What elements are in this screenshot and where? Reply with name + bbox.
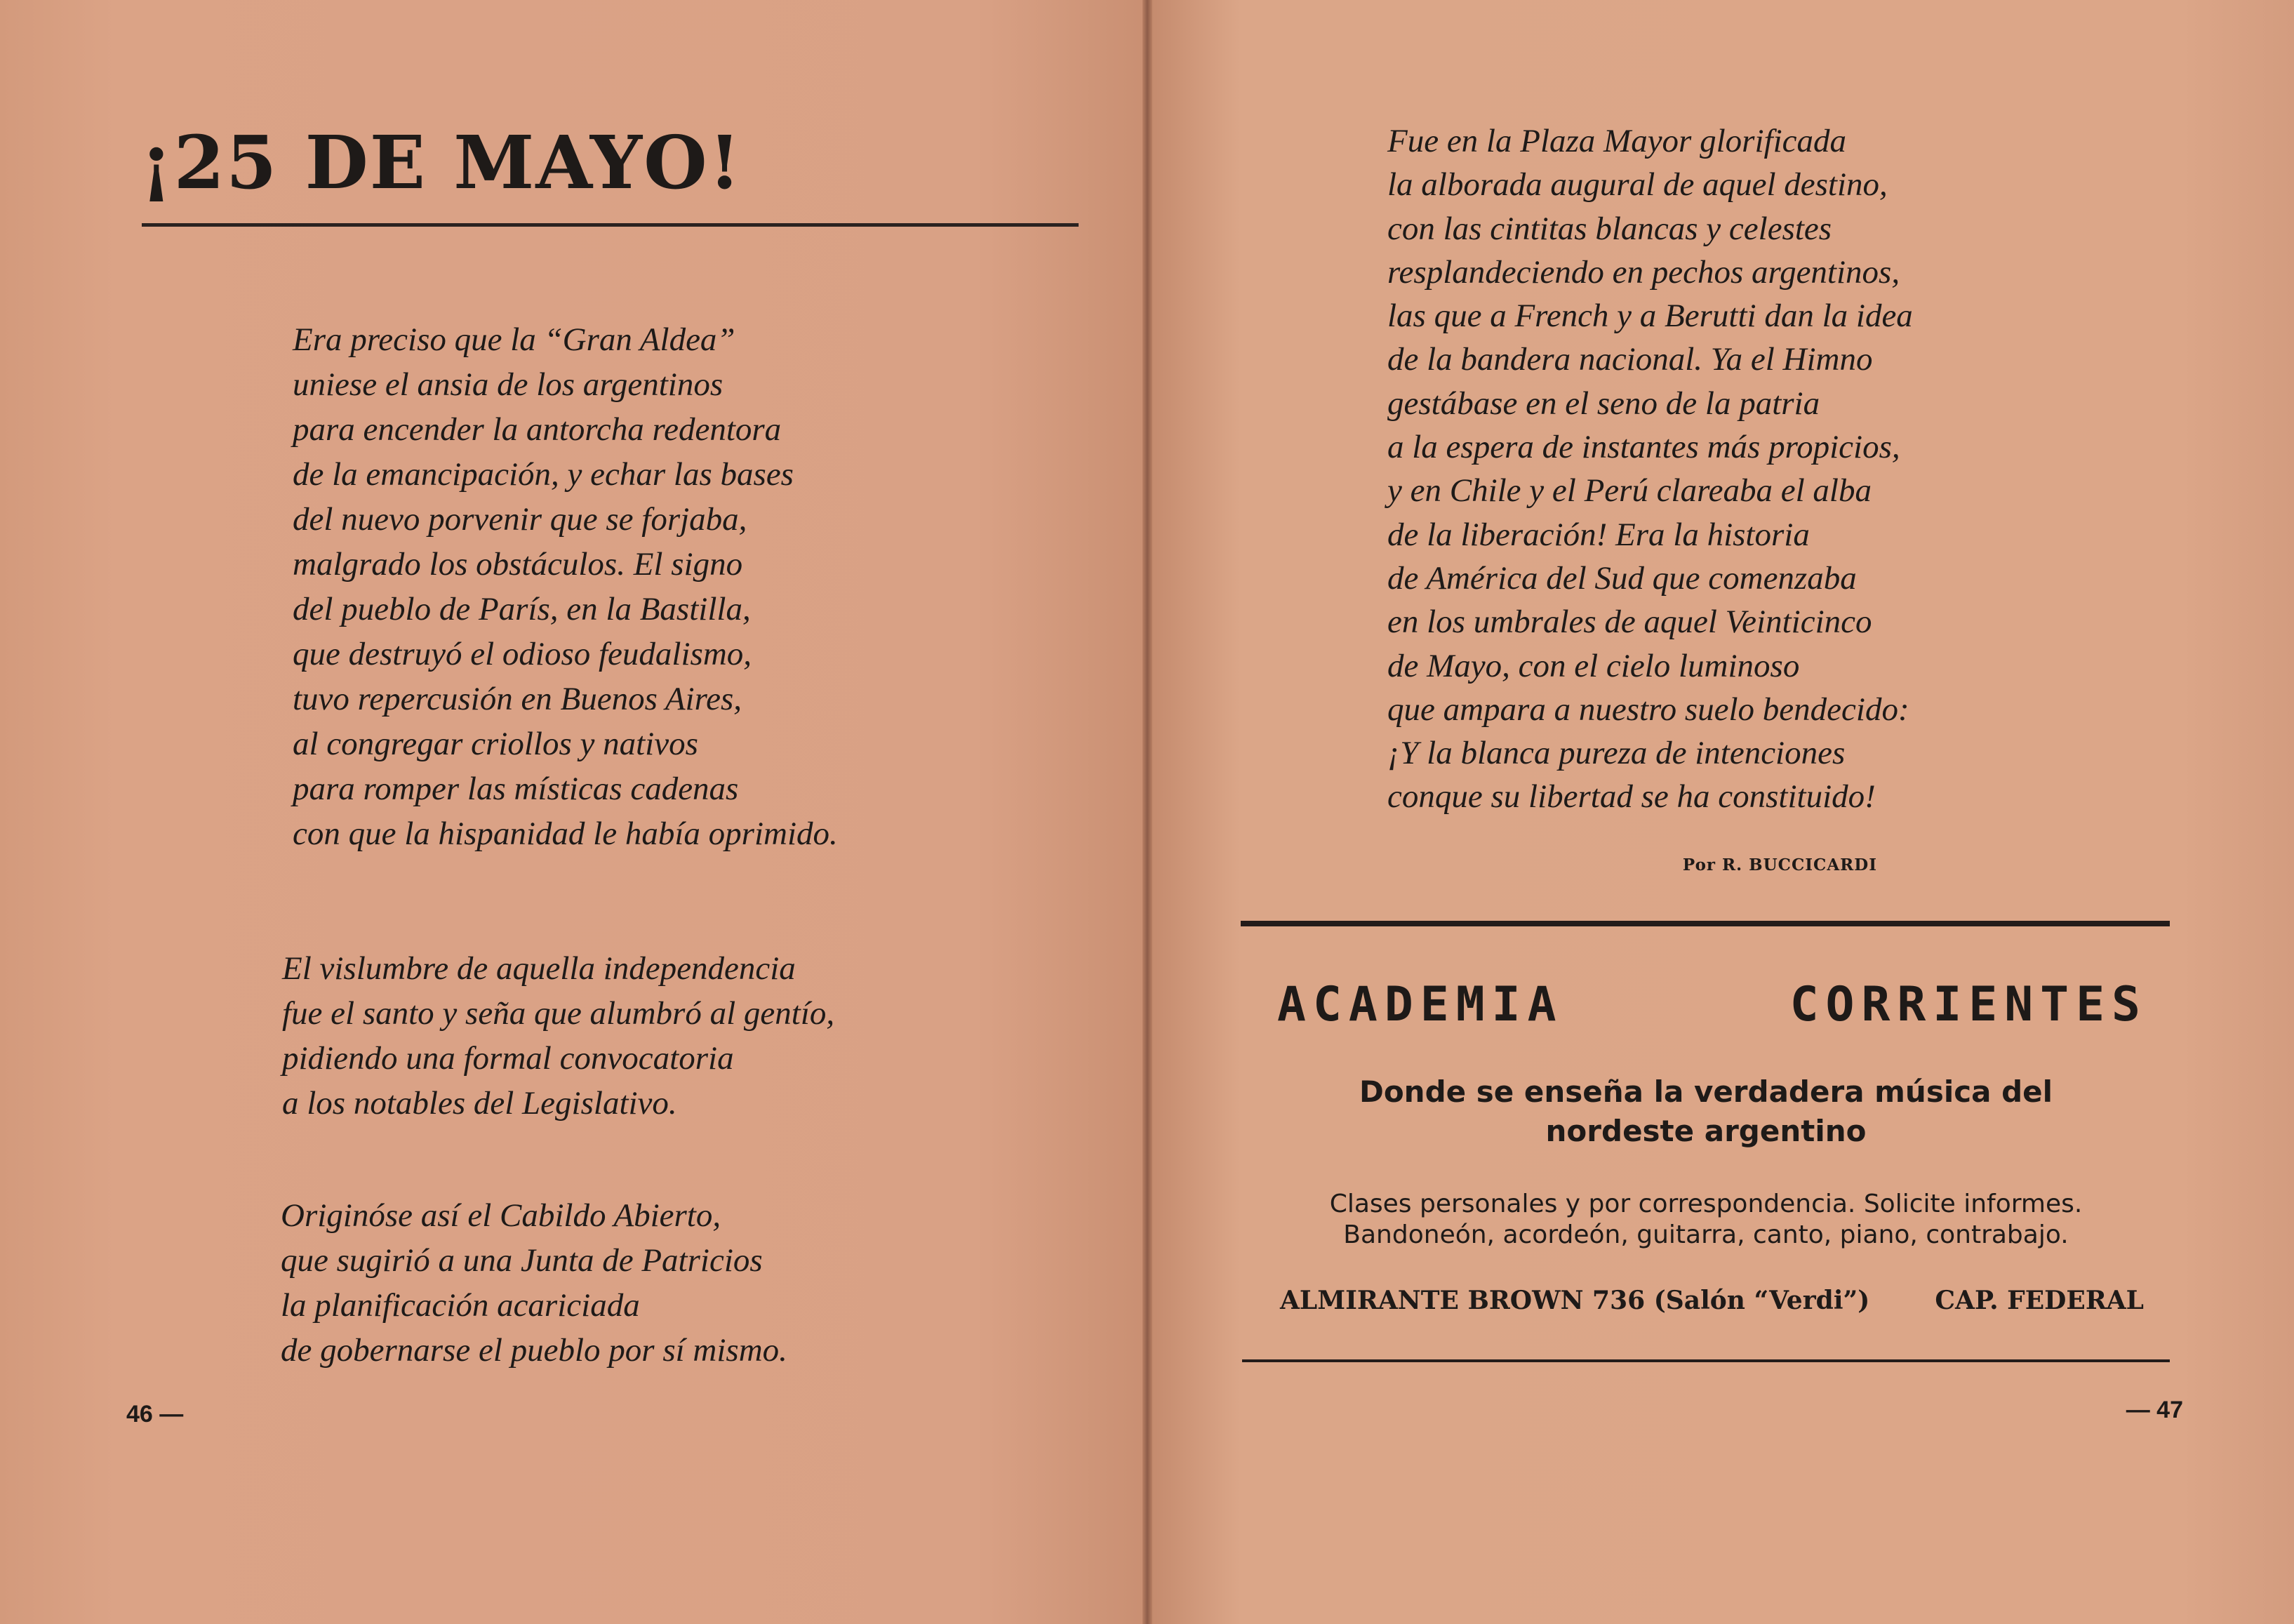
ad-city: CAP. FEDERAL [1935, 1286, 2144, 1315]
tagline-line: nordeste argentino [1545, 1114, 1867, 1148]
page-title: ¡25 DE MAYO! [140, 119, 742, 206]
poem-line: Era preciso que la “Gran Aldea” [293, 321, 735, 358]
right-page [1149, 0, 2294, 1624]
poem-line: conque su libertad se ha constituido! [1387, 778, 1876, 816]
stanza-1 [293, 317, 838, 856]
ad-title: ACADEMIA CORRIENTES [1277, 977, 2147, 1032]
poem-line: gestábase en el seno de la patria [1387, 385, 1820, 422]
details-line: Bandoneón, acordeón, guitarra, canto, piano, contrabajo. [1343, 1220, 2069, 1249]
poem-line: a los notables del Legislativo. [282, 1085, 677, 1122]
stanza-2 [282, 946, 834, 1126]
ad-top-rule [1241, 921, 2170, 926]
poem-line: Originóse así el Cabildo Abierto, [281, 1197, 721, 1234]
ad-address: ALMIRANTE BROWN 736 (Salón “Verdi”) [1280, 1286, 1870, 1315]
poem-line: con las cintitas blancas y celestes [1387, 210, 1832, 247]
byline: Por R. BUCCICARDI [1682, 856, 1877, 874]
poem-line: fue el santo y seña que alumbró al gentío, [282, 995, 835, 1032]
poem-line: las que a French y a Berutti dan la idea [1387, 298, 1913, 335]
poem-line: que destruyó el odioso feudalismo, [293, 636, 752, 672]
poem-line: del pueblo de París, en la Bastilla, [293, 591, 751, 627]
poem-line: de Mayo, con el cielo luminoso [1387, 647, 1800, 684]
poem-line: de gobernarse el pueblo por sí mismo. [281, 1332, 787, 1369]
stanza-3 [281, 1193, 787, 1373]
poem-line: que sugirió a una Junta de Patricios [281, 1242, 763, 1279]
page-number-left: 46 — [126, 1401, 184, 1427]
poem-line: a la espera de instantes más propicios, [1387, 429, 1900, 466]
tagline-line: Donde se enseña la verdadera música del [1359, 1074, 2053, 1109]
title-rule [142, 223, 1079, 227]
poem-line: del nuevo porvenir que se forjaba, [293, 501, 747, 538]
stanza-right [1387, 119, 1913, 819]
poem-line: ¡Y la blanca pureza de intenciones [1387, 735, 1846, 772]
poem-line: malgrado los obstáculos. El signo [293, 546, 743, 583]
ad-bottom-rule [1242, 1359, 2170, 1362]
poem-line: de la liberación! Era la historia [1387, 516, 1810, 553]
poem-line: de la bandera nacional. Ya el Himno [1387, 341, 1873, 378]
poem-line: con que la hispanidad le había oprimido. [293, 816, 838, 852]
poem-line: uniese el ansia de los argentinos [293, 366, 723, 403]
poem-line: tuvo repercusión en Buenos Aires, [293, 681, 742, 717]
poem-line: que ampara a nuestro suelo bendecido: [1387, 691, 1909, 728]
poem-line: en los umbrales de aquel Veinticinco [1387, 604, 1872, 641]
poem-line: y en Chile y el Perú clareaba el alba [1387, 472, 1872, 510]
poem-line: para encender la antorcha redentora [293, 411, 782, 448]
details-line: Clases personales y por correspondencia. Solicite informes. [1329, 1190, 2083, 1218]
poem-line: al congregar criollos y nativos [293, 726, 698, 762]
poem-line: de la emancipación, y echar las bases [293, 456, 794, 493]
poem-line: El vislumbre de aquella independencia [282, 950, 796, 987]
ad-details [1242, 1189, 2170, 1251]
poem-line: pidiendo una formal convocatoria [282, 1040, 734, 1077]
poem-line: para romper las místicas cadenas [293, 771, 739, 807]
page-number-right: — 47 [2126, 1397, 2183, 1423]
book-spine [1142, 0, 1152, 1624]
ad-tagline [1242, 1072, 2170, 1151]
poem-line: la alborada augural de aquel destino, [1387, 166, 1888, 204]
poem-line: resplandeciendo en pechos argentinos, [1387, 253, 1900, 291]
poem-line: de América del Sud que comenzaba [1387, 559, 1857, 597]
poem-line: la planificación acariciada [281, 1287, 640, 1324]
poem-line: Fue en la Plaza Mayor glorificada [1387, 123, 1846, 159]
